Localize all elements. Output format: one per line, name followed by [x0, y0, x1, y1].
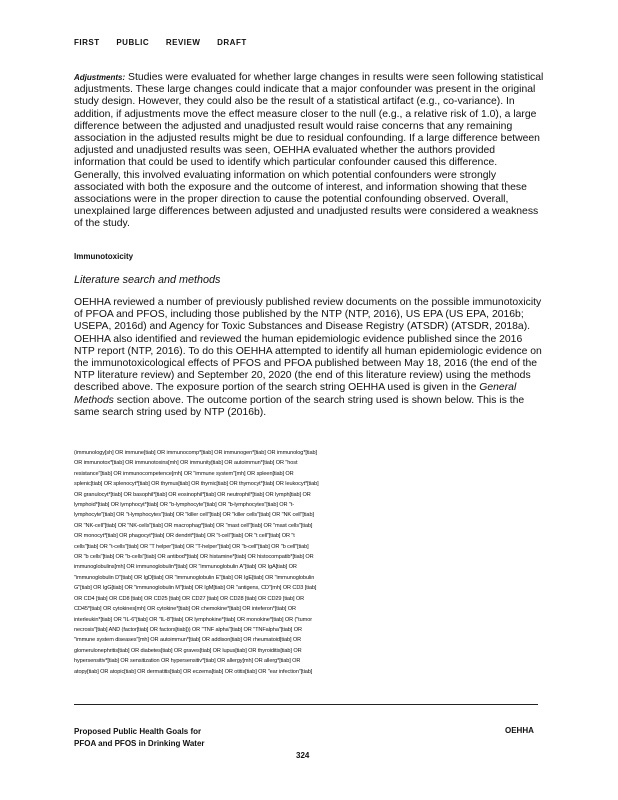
- footer-agency: OEHHA: [505, 726, 534, 735]
- adjustments-paragraph: [74, 72, 544, 231]
- methods-text-before: OEHHA reviewed a number of previously published review documents on the possible immunotoxicity of PFOA and PFOS, including those published by the NTP (NTP, 2016), US EPA (US EPA, 2016b; USEPA, 2016d) and Agency for Toxic Substances and Disease Registry (ATSDR) (ATSDR, 2018a). OEHHA also identified and reviewed the human epidemiologic evidence published since the 2016 NTP report (NTP, 2016). To do this OEHHA attempted to identify all human epidemiologic evidence on the immunotoxicological effects of PFOS and PFOA published between May 18, 2016 (the end of the NTP literature review) and September 20, 2020 (the end of this literature review) using the methods described above. The exposure portion of the search string OEHHA used is given in the: [74, 297, 542, 394]
- subheading: Literature search and methods: [74, 274, 221, 286]
- search-string-line: splenic[tiab] OR splenocyt*[tiab] OR thymus[tiab] OR thymic[tiab] OR thymocyt*[tiab] OR leukocyt*[tiab]: [74, 481, 319, 488]
- search-string-line: interleukin*[tiab] OR "IL-6"[tiab] OR "IL-8"[tiab] OR lymphokine*[tiab] OR monokine*[tiab] OR ("tumor: [74, 616, 312, 623]
- search-string-line: OR monocyt*[tiab] OR phagocyt*[tiab] OR dendrit*[tiab] OR "t-cell"[tiab] OR "t cell"[tiab] OR "t: [74, 533, 295, 540]
- search-string-line: OR "NK-cell"[tiab] OR "NK-cells"[tiab] OR macrophag*[tiab] OR "mast cell"[tiab] OR "mast cells"[tiab]: [74, 522, 313, 529]
- search-string-line: lymphoid*[tiab] OR lymphocyt*[tiab] OR "b-lymphocyte"[tiab] OR "b-lymphocytes"[tiab] OR "t-: [74, 502, 294, 509]
- adjustments-lead: Adjustments:: [74, 73, 126, 82]
- general-methods-ref: General Methods: [74, 382, 517, 406]
- search-string-block: [74, 448, 488, 677]
- search-string-line: resistance"[tiab] OR immunocompetence[mh] OR "immune system"[mh] OR spleen[tiab] OR: [74, 470, 294, 477]
- footer-rule: [74, 704, 538, 705]
- methods-paragraph: [74, 297, 544, 419]
- section-title: Immunotoxicity: [74, 252, 134, 261]
- search-string-line: "immunoglobulin D"[tiab] OR IgD[tiab] OR "immunoglobulin E"[tiab] OR IgE[tiab] OR "immunoglobulin: [74, 574, 315, 581]
- search-string-line: necrosis"[tiab] AND (factor[tiab] OR factors[tiab])) OR "TNF alpha"[tiab] OR "TNFalpha"[tiab] OR: [74, 626, 302, 633]
- footer-title-line-2: PFOA and PFOS in Drinking Water: [74, 739, 205, 748]
- search-string-line: OR granulocyt*[tiab] OR basophil*[tiab] OR eosinophil*[tiab] OR neutrophil*[tiab] OR lymph[tiab] OR: [74, 491, 311, 498]
- search-string-line: OR CD4 [tiab] OR CD8 [tiab] OR CD25 [tiab] OR CD27 [tiab] OR CD28 [tiab] OR CD29 [tiab] OR: [74, 595, 305, 602]
- footer-title-line-1: Proposed Public Health Goals for: [74, 727, 202, 736]
- search-string-line: hypersensitiv*[tiab] OR sensitization OR hypersensitiv*[tiab] OR allergy[mh] OR allerg*[tiab] OR: [74, 658, 301, 665]
- search-string-line: immunoglobulins[mh] OR immunoglobulin*[tiab] OR "immunoglobulin A"[tiab] OR IgA[tiab] OR: [74, 564, 297, 571]
- search-string-line: G"[tiab] OR IgG[tiab] OR "immunoglobulin M"[tiab] OR IgM[tiab] OR "antigens, CD"[mh] OR CD3 [tiab]: [74, 585, 317, 592]
- page-number: 324: [296, 751, 310, 760]
- search-string-line: cells"[tiab] OR "t-cells"[tiab] OR "T helper"[tiab] OR "T-helper"[tiab] OR "b-cell"[tiab] OR "b cell"[tiab]: [74, 543, 309, 550]
- search-string-line: OR immunotox*[tiab] OR immunotoxins[mh] OR immunity[tiab] OR autoimmun*[tiab] OR "host: [74, 460, 298, 467]
- search-string-line: "immune system diseases"[mh] OR autoimmun*[tiab] OR addison[tiab] OR rheumatoid[tiab] OR: [74, 637, 302, 644]
- search-string-line: OR "b cells"[tiab] OR "b-cells"[tiab] OR antibod*[tiab] OR histamine*[tiab] OR histocompatib*[tiab] OR: [74, 554, 314, 561]
- search-string-line: glomerulonephritis[tiab] OR diabetes[tiab] OR graves[tiab] OR lupus[tiab] OR thyroiditis[tiab] OR: [74, 647, 302, 654]
- running-header: FIRST PUBLIC REVIEW DRAFT: [74, 38, 247, 47]
- search-string-line: (immunology[sh] OR immune[tiab] OR immunocomp*[tiab] OR immunogen*[tiab] OR immunolog*[tiab]: [74, 450, 317, 456]
- search-string-line: atopy[tiab] OR atopic[tiab] OR dermatitis[tiab] OR eczema[tiab] OR otitis[tiab] OR "ear infection"[tiab]: [74, 668, 313, 675]
- methods-text-after: section above. The outcome portion of the search string used is shown below. This is the same search string used by NTP (2016b).: [74, 394, 525, 418]
- search-string-line: CD45*[tiab] OR cytokines[mh] OR cytokine*[tiab] OR chemokine*[tiab] OR inteferon*[tiab] OR: [74, 606, 296, 613]
- footer-document-title: [74, 726, 205, 750]
- search-string-line: lymphocyte"[tiab] OR "t-lymphocytes"[tiab] OR "killer cell"[tiab] OR "killer cells"[tiab] OR "NK cell"[tiab]: [74, 512, 314, 519]
- adjustments-text: Studies were evaluated for whether large changes in results were seen following statistical adjustments. These large changes could indicate that a major confounder was present in the original study design. However, they could also be the result of a statistical artifact (e.g., co-variance). In addition, if adjustments move the effect measure closer to the null (e.g., a relative risk of 1.0), a large difference between the adjusted and unadjusted result would raise concerns that any remaining association in the adjusted results might be due to residual confounding. If a large difference between adjusted and unadjusted results was seen, OEHHA evaluated whether the authors provided information that could be used to identify which particular confounder caused this difference. Generally, this involved evaluating information on which potential confounders were strongly associated with both the exposure and the outcome of interest, and information showing that these associations were in the proper direction to cause the potential confounding observed. Overall, unexplained large differences between adjusted and unadjusted results were considered a weakness of the study.: [74, 72, 544, 230]
